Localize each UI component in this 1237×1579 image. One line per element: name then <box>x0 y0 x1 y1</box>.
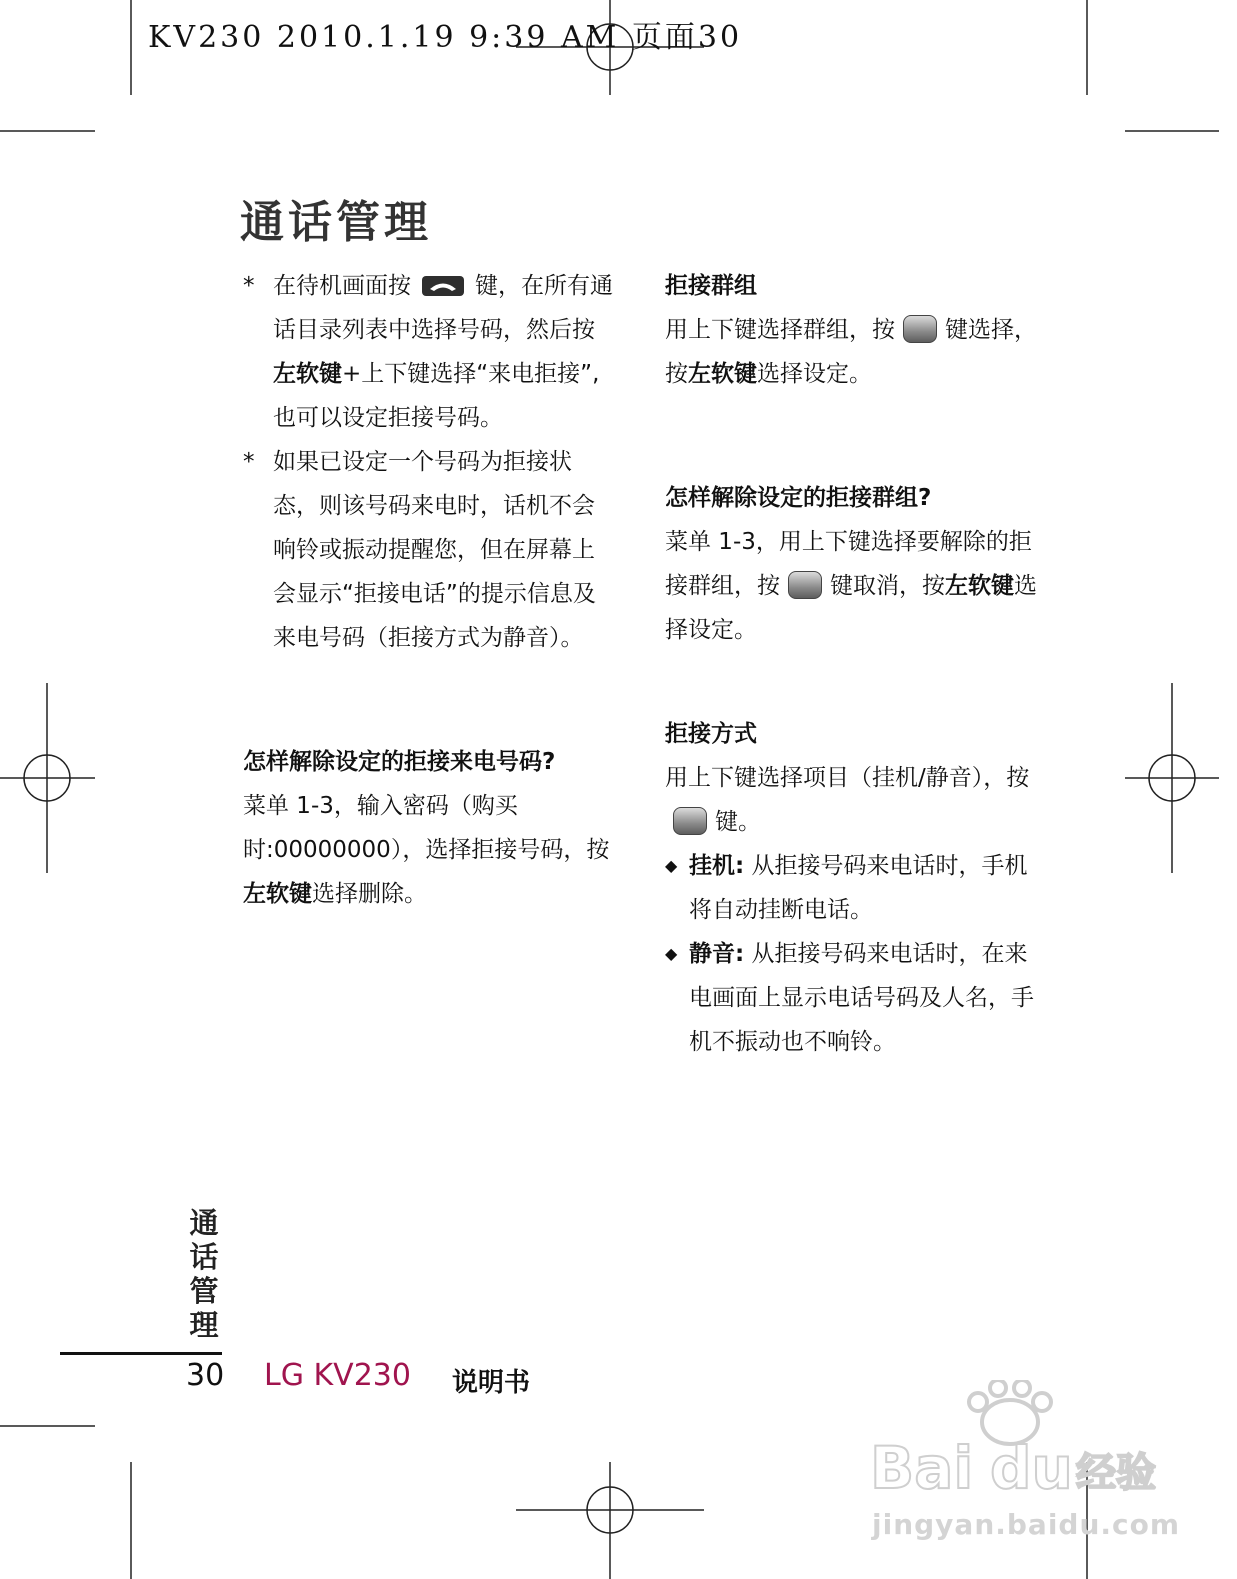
watermark-url: jingyan.baidu.com <box>872 1508 1181 1541</box>
list-item <box>665 932 1045 1064</box>
diamond-bullet-icon: ◆ <box>665 856 678 875</box>
section-body <box>243 784 613 916</box>
note-marker: * <box>243 273 255 299</box>
brand-suffix: 说明书 <box>452 1368 531 1398</box>
section-body-text: 键取消，按 <box>830 573 945 599</box>
list-item <box>665 844 1045 932</box>
brand-name: LG KV230 <box>264 1358 411 1393</box>
note-item <box>243 264 613 440</box>
right-column <box>665 264 1045 1064</box>
section-body-text: 键。 <box>715 809 761 835</box>
section-body-text: 菜单 1-3，用上下键选择要解除的拒接群组，按 <box>665 529 1032 599</box>
left-soft-key-label: 左软键 <box>273 361 342 387</box>
page-number: 30 <box>186 1358 225 1393</box>
note-text: 在待机画面按 <box>273 273 411 299</box>
end-call-key-icon <box>421 275 465 297</box>
bullet-text: 从拒接号码来电话时，手机将自动挂断电话。 <box>689 853 1028 923</box>
note-marker: * <box>243 449 255 475</box>
note-text: +上下键选择“来电拒接”,也可以设定拒接号码。 <box>273 361 600 431</box>
svg-text:du: du <box>990 1434 1073 1502</box>
section-body-text: 键选择，按 <box>665 317 1037 387</box>
section-body-text: 用上下键选择群组，按 <box>665 317 895 343</box>
section-body-text: 选择设定。 <box>665 573 1037 643</box>
bullet-term: 挂机: <box>689 853 745 879</box>
left-column <box>243 264 613 916</box>
section-body <box>665 520 1045 652</box>
bullet-term: 静音: <box>689 941 745 967</box>
bullet-text: 从拒接号码来电话时，在来电画面上显示电话号码及人名，手机不振动也不响铃。 <box>689 941 1034 1055</box>
svg-text:Bai: Bai <box>870 1434 974 1502</box>
ok-key-icon <box>903 315 937 343</box>
section-heading: 拒接方式 <box>665 721 757 747</box>
left-soft-key-label: 左软键 <box>945 573 1014 599</box>
left-soft-key-label: 左软键 <box>688 361 757 387</box>
section-heading: 拒接群组 <box>665 273 757 299</box>
section-body <box>665 308 1045 396</box>
page-title: 通话管理 <box>240 197 432 248</box>
print-header: KV230 2010.1.19 9:39 AM 页面30 <box>148 20 743 55</box>
ok-key-icon <box>788 571 822 599</box>
note-text: 键，在所有通话目录列表中选择号码，然后按 <box>273 273 613 343</box>
section-heading: 怎样解除设定的拒接来电号码? <box>243 749 556 775</box>
footer-rule <box>60 1352 222 1355</box>
section-body-text: 菜单 1-3，输入密码（购买时:00000000），选择拒接号码，按 <box>243 793 610 863</box>
note-text: 如果已设定一个号码为拒接状态，则该号码来电时，话机不会响铃或振动提醒您，但在屏幕上会显示“拒接电话”的提示信息及来电号码（拒接方式为静音）。 <box>273 449 596 651</box>
section-body-text: 选择删除。 <box>312 881 427 907</box>
left-soft-key-label: 左软键 <box>243 881 312 907</box>
section-heading: 怎样解除设定的拒接群组? <box>665 485 932 511</box>
ok-key-icon <box>673 807 707 835</box>
section-body-text: 用上下键选择项目（挂机/静音），按 <box>665 765 1030 791</box>
side-tab-label: 通话管理 <box>189 1206 219 1342</box>
diamond-bullet-icon: ◆ <box>665 944 678 963</box>
section-body <box>665 756 1045 844</box>
svg-text:经验: 经验 <box>1076 1450 1156 1496</box>
note-item <box>243 440 613 660</box>
section-body-text: 选择设定。 <box>757 361 872 387</box>
